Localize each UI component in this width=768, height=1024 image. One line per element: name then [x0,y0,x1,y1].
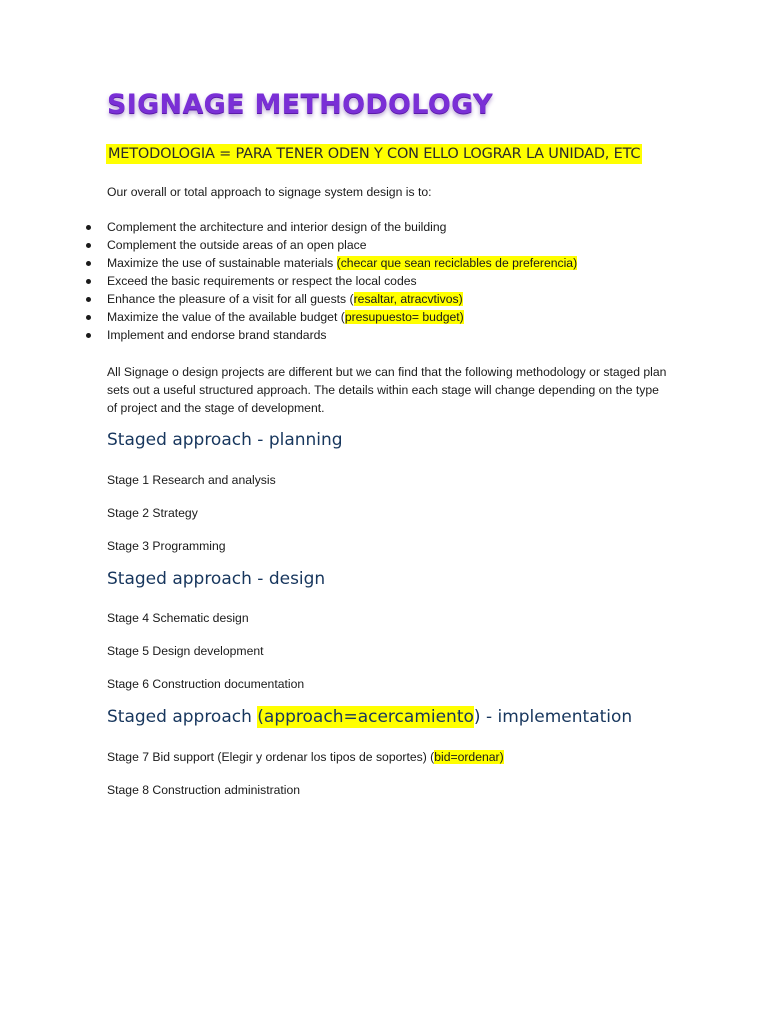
page-title: SIGNAGE METHODOLOGY [107,89,493,120]
list-item: Maximize the use of sustainable materials (checar que sean reciclables de preferencia) [82,254,577,272]
bullet-icon [86,243,91,248]
heading-highlight: (approach=acercamiento [257,707,474,727]
bullet-list [82,218,577,344]
bullet-icon [86,297,91,302]
stage-item: Stage 8 Construction administration [107,783,301,797]
list-item: Enhance the pleasure of a visit for all guests (resaltar, atracvtivos) [82,290,577,308]
highlight-note: presupuesto= budget) [344,310,464,324]
section-heading-planning: Staged approach - planning [107,430,343,450]
stage-item: Stage 4 Schematic design [107,611,249,625]
bullet-icon [86,261,91,266]
subtitle-highlight: METODOLOGIA = PARA TENER ODEN Y CON ELLO LOGRAR LA UNIDAD, ETC [108,146,641,162]
list-item: Complement the architecture and interior design of the building [82,218,577,236]
bullet-icon [86,279,91,284]
bullet-icon [86,333,91,338]
stage-item: Stage 5 Design development [107,644,264,658]
stage-item: Stage 1 Research and analysis [107,473,276,487]
list-item: Implement and endorse brand standards [82,326,577,344]
body-paragraph: All Signage o design projects are different but we can find that the following methodology or staged plan sets out a useful structured approach. The details within each stage will change depending on the type of project and the stage of development. [107,365,667,415]
stage-item: Stage 3 Programming [107,539,226,553]
highlight-note: (checar que sean reciclables de preferencia) [336,256,578,270]
list-item: Complement the outside areas of an open place [82,236,577,254]
stage-item: Stage 6 Construction documentation [107,677,305,691]
highlight-note: bid=ordenar) [434,750,504,764]
bullet-icon [86,315,91,320]
stage-item: Stage 2 Strategy [107,506,198,520]
highlight-note: resaltar, atracvtivos) [353,292,463,306]
list-item: Maximize the value of the available budget (presupuesto= budget) [82,308,577,326]
section-heading-design: Staged approach - design [107,569,326,589]
stage-item: Stage 7 Bid support (Elegir y ordenar los tipos de soportes) (bid=ordenar) [107,750,504,764]
list-item: Exceed the basic requirements or respect the local codes [82,272,577,290]
bullet-icon [86,225,91,230]
section-heading-implementation: Staged approach (approach=acercamiento) - implementation [107,707,633,727]
intro-text: Our overall or total approach to signage system design is to: [107,185,432,199]
